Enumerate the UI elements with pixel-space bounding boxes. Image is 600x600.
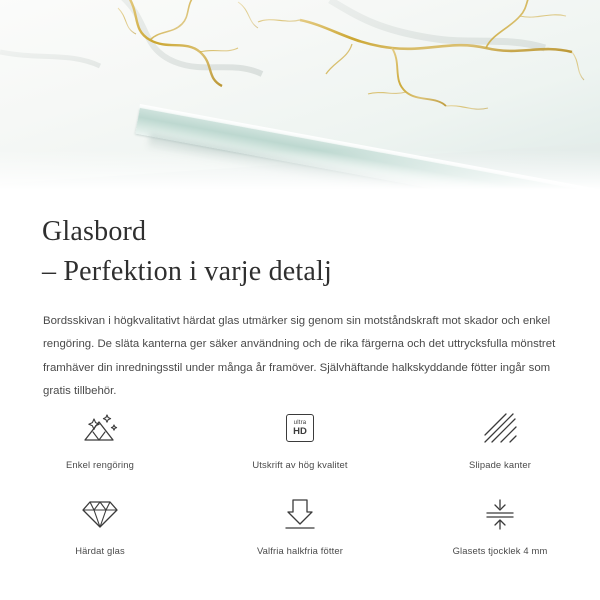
feature-grid: [0, 400, 600, 572]
description-paragraph: Bordsskivan i högkvalitativt härdat glas utmärker sig genom sin motståndskraft mot skador och enkel rengöring. De släta kanterna ger säker användning och de rika färgerna och det uttrycksfulla mönstret framhäver din inredningsstil under många år framöver. Självhäftande halkskyddande fötter ingår som gratis tillbehör.: [43, 314, 556, 398]
hero-image: [0, 0, 600, 196]
sparkle-cloth-icon: [79, 406, 121, 450]
feature-item-print-quality: [200, 400, 400, 486]
feature-item-easy-cleaning: [0, 400, 200, 486]
feature-item-glass-thickness: [400, 486, 600, 572]
ultra-hd-icon: ultra HD: [286, 406, 314, 450]
feature-label: Glasets tjocklek 4 mm: [452, 545, 548, 556]
thickness-arrows-icon: [481, 492, 519, 536]
diamond-icon: [81, 492, 119, 536]
feature-item-tempered-glass: [0, 486, 200, 572]
feature-item-anti-slip-feet: [200, 486, 400, 572]
feature-label: Utskrift av hög kvalitet: [252, 459, 348, 470]
page-title: [0, 196, 600, 292]
feature-label: Slipade kanter: [468, 459, 532, 470]
anti-slip-foot-icon: [281, 492, 319, 536]
polished-edges-icon: [482, 406, 518, 450]
feature-label: Valfria halkfria fötter: [256, 545, 344, 556]
text-content: [0, 196, 600, 404]
feature-label: Härdat glas: [75, 545, 125, 556]
hero-bottom-fade: [0, 150, 600, 196]
feature-label: Enkel rengöring: [66, 459, 134, 470]
headline-line-2: – Perfektion i varje detalj: [42, 255, 332, 287]
headline-line-1: Glasbord: [42, 216, 147, 247]
feature-item-polished-edges: [400, 400, 600, 486]
